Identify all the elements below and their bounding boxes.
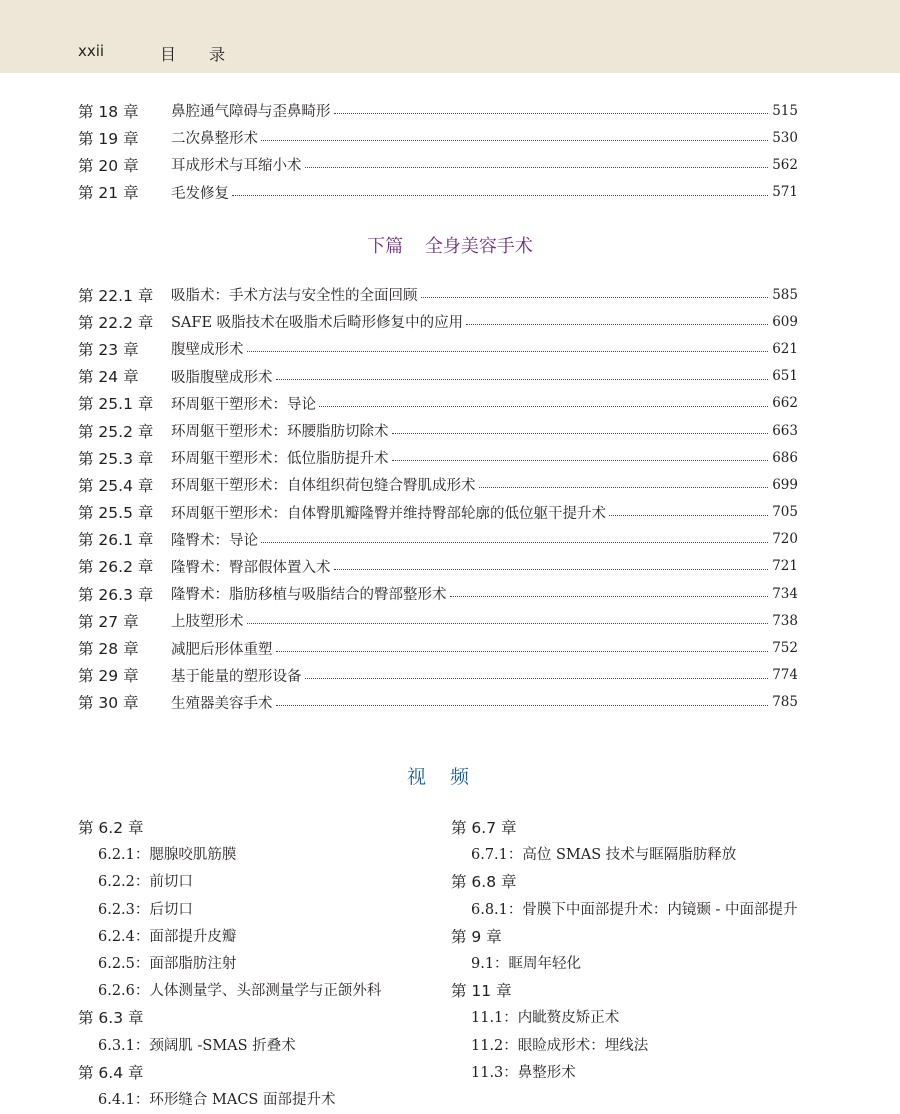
toc-chapter-number: 第 22.2 章 xyxy=(78,313,154,332)
video-item[interactable]: 6.2.3：后切口 xyxy=(98,901,193,918)
toc-entry[interactable] xyxy=(78,308,798,335)
toc-entry[interactable] xyxy=(78,662,798,689)
toc-chapter-title: 环周躯干塑形术：导论 xyxy=(171,396,316,413)
toc-leader-dots xyxy=(466,324,768,325)
video-item[interactable]: 6.4.1：环形缝合 MACS 面部提升术 xyxy=(98,1091,336,1108)
toc-chapter-title: 隆臀术：臀部假体置入术 xyxy=(171,559,331,576)
toc-page-number: 651 xyxy=(772,368,798,385)
toc-entry[interactable] xyxy=(78,689,798,716)
toc-leader-dots xyxy=(609,515,768,516)
toc-chapter-title: 隆臀术：导论 xyxy=(171,532,258,549)
toc-entry[interactable] xyxy=(78,179,798,206)
toc-leader-dots xyxy=(276,379,769,380)
toc-entry[interactable] xyxy=(78,363,798,390)
toc-chapter-title: 鼻腔通气障碍与歪鼻畸形 xyxy=(171,104,331,121)
toc-chapter-title: 吸脂术：手术方法与安全性的全面回顾 xyxy=(171,288,418,305)
toc-chapter-title: 减肥后形体重塑 xyxy=(171,641,273,658)
toc-chapter-number: 第 26.2 章 xyxy=(78,558,154,577)
part-heading xyxy=(0,232,900,258)
video-section-heading: 视频 xyxy=(406,766,493,788)
toc-leader-dots xyxy=(334,113,769,114)
toc-page-number: 530 xyxy=(772,129,798,146)
toc-chapter-title: 腹壁成形术 xyxy=(171,342,244,359)
toc-entry[interactable] xyxy=(78,607,798,634)
part-title: 全身美容手术 xyxy=(424,236,533,257)
toc-chapter-title: 隆臀术：脂肪移植与吸脂结合的臀部整形术 xyxy=(171,587,447,604)
toc-page-number: 752 xyxy=(772,640,798,657)
toc-entry[interactable] xyxy=(78,124,798,151)
toc-leader-dots xyxy=(319,406,768,407)
toc-chapter-number: 第 20 章 xyxy=(78,156,139,175)
video-chapter-heading: 第 6.7 章 xyxy=(451,819,517,837)
video-column-left xyxy=(78,815,418,1114)
toc-chapter-number: 第 30 章 xyxy=(78,694,139,713)
toc-page-number: 785 xyxy=(772,694,798,711)
toc-chapter-title: 环周躯干塑形术：低位脂肪提升术 xyxy=(171,451,389,468)
toc-entry[interactable] xyxy=(78,499,798,526)
toc-chapter-number: 第 26.3 章 xyxy=(78,585,154,604)
toc-chapter-number: 第 25.3 章 xyxy=(78,449,154,468)
toc-page-number: 609 xyxy=(772,313,798,330)
toc-page-number: 515 xyxy=(772,102,798,119)
toc-chapter-title: 二次鼻整形术 xyxy=(171,131,258,148)
video-item[interactable]: 6.3.1：颈阔肌 -SMAS 折叠术 xyxy=(98,1037,296,1054)
video-item[interactable]: 6.2.5：面部脂肪注射 xyxy=(98,956,237,972)
page-number: xxii xyxy=(78,42,105,60)
toc-chapter-number: 第 25.4 章 xyxy=(78,476,154,495)
toc-chapter-title: 上肢塑形术 xyxy=(171,614,244,631)
video-item[interactable]: 6.2.2：前切口 xyxy=(98,874,193,891)
toc-page-number: 774 xyxy=(772,667,798,684)
toc-page-number: 571 xyxy=(772,184,798,201)
toc-page-number: 663 xyxy=(772,422,798,439)
video-item[interactable]: 11.3：鼻整形术 xyxy=(471,1064,576,1081)
toc-leader-dots xyxy=(392,433,769,434)
toc-leader-dots xyxy=(421,297,769,298)
toc-chapter-number: 第 18 章 xyxy=(78,102,139,121)
toc-entry[interactable] xyxy=(78,390,798,417)
toc-chapter-number: 第 27 章 xyxy=(78,612,139,631)
toc-chapter-number: 第 29 章 xyxy=(78,667,139,686)
toc-chapter-title: 环周躯干塑形术：自体臀肌瓣隆臀并维持臀部轮廓的低位躯干提升术 xyxy=(171,505,606,522)
toc-chapter-title: 基于能量的塑形设备 xyxy=(171,668,302,685)
toc-leader-dots xyxy=(305,167,769,168)
toc-page-number: 585 xyxy=(772,286,798,303)
toc-chapter-number: 第 23 章 xyxy=(78,340,139,359)
toc-leader-dots xyxy=(392,460,769,461)
toc-entry[interactable] xyxy=(78,471,798,498)
video-item[interactable]: 6.7.1：高位 SMAS 技术与眶隔脂肪释放 xyxy=(471,847,737,864)
toc-chapter-number: 第 26.1 章 xyxy=(78,531,154,550)
header-title: 目 录 xyxy=(160,45,240,64)
toc-chapter-number: 第 25.2 章 xyxy=(78,422,154,441)
toc-chapter-number: 第 25.5 章 xyxy=(78,504,154,523)
video-chapter-heading: 第 6.2 章 xyxy=(78,819,144,837)
video-chapter-heading: 第 6.4 章 xyxy=(78,1063,144,1082)
toc-leader-dots xyxy=(334,569,769,570)
toc-page-number: 662 xyxy=(772,395,798,412)
toc-leader-dots xyxy=(276,705,769,706)
toc-entry[interactable] xyxy=(78,97,798,124)
toc-page-number: 686 xyxy=(772,449,798,466)
toc-page-number: 705 xyxy=(772,504,798,521)
video-item[interactable]: 6.2.6：人体测量学、头部测量学与正颌外科 xyxy=(98,983,382,1000)
toc-leader-dots xyxy=(479,487,769,488)
video-chapter-heading: 第 9 章 xyxy=(451,927,502,946)
toc-entry[interactable] xyxy=(78,580,798,607)
toc-chapter-number: 第 24 章 xyxy=(78,368,139,387)
video-chapter-heading: 第 6.8 章 xyxy=(451,873,517,892)
toc-page-number: 699 xyxy=(772,476,798,493)
toc-leader-dots xyxy=(276,651,769,652)
video-item[interactable]: 11.1：内眦赘皮矫正术 xyxy=(471,1010,620,1027)
toc-page-number: 734 xyxy=(772,585,798,602)
toc-chapter-title: 生殖器美容手术 xyxy=(171,695,273,712)
video-item[interactable]: 9.1：眶周年轻化 xyxy=(471,955,582,972)
toc-chapter-title: 耳成形术与耳缩小术 xyxy=(171,158,302,175)
toc-entry[interactable] xyxy=(78,281,798,308)
toc-chapter-number: 第 22.1 章 xyxy=(78,286,154,305)
toc-chapter-number: 第 28 章 xyxy=(78,640,139,659)
toc-entry[interactable] xyxy=(78,526,798,553)
page-header xyxy=(0,0,900,73)
video-chapter-heading: 第 11 章 xyxy=(451,982,512,1001)
toc-entry[interactable] xyxy=(78,417,798,444)
toc-chapter-title: 吸脂腹壁成形术 xyxy=(171,369,273,386)
toc-page-number: 621 xyxy=(772,340,798,357)
video-item[interactable]: 6.8.1：骨膜下中面部提升术：内镜颞 - 中面部提升 xyxy=(471,901,798,918)
toc-chapter-number: 第 21 章 xyxy=(78,184,139,203)
part-label: 下篇 xyxy=(367,236,404,257)
toc-entry[interactable] xyxy=(78,553,798,580)
toc-leader-dots xyxy=(450,596,769,597)
video-column-right xyxy=(451,815,798,1087)
toc-leader-dots xyxy=(247,351,769,352)
toc-page-number: 738 xyxy=(772,612,798,629)
toc-chapter-number: 第 25.1 章 xyxy=(78,395,154,414)
toc-leader-dots xyxy=(261,140,768,141)
toc-leader-dots xyxy=(232,195,768,196)
toc-page-number: 721 xyxy=(772,558,798,575)
toc-bottom-list xyxy=(78,281,798,716)
toc-leader-dots xyxy=(261,542,768,543)
video-item[interactable]: 11.2：眼睑成形术：埋线法 xyxy=(471,1037,649,1054)
toc-chapter-title: 环周躯干塑形术：环腰脂肪切除术 xyxy=(171,424,389,441)
video-item[interactable]: 6.2.4：面部提升皮瓣 xyxy=(98,928,237,945)
toc-chapter-title: SAFE 吸脂技术在吸脂术后畸形修复中的应用 xyxy=(171,315,464,332)
toc-page-number: 562 xyxy=(772,156,798,173)
toc-chapter-title: 毛发修复 xyxy=(171,185,229,202)
toc-entry[interactable] xyxy=(78,444,798,471)
toc-chapter-title: 环周躯干塑形术：自体组织荷包缝合臀肌成形术 xyxy=(171,478,476,495)
toc-entry[interactable] xyxy=(78,151,798,178)
toc-chapter-number: 第 19 章 xyxy=(78,129,139,148)
toc-leader-dots xyxy=(305,678,769,679)
toc-entry[interactable] xyxy=(78,335,798,362)
video-chapter-heading: 第 6.3 章 xyxy=(78,1009,144,1028)
toc-entry[interactable] xyxy=(78,634,798,661)
video-item[interactable]: 6.2.1：腮腺咬肌筋膜 xyxy=(98,847,237,864)
toc-top-list xyxy=(78,97,798,206)
toc-leader-dots xyxy=(247,623,769,624)
toc-page-number: 720 xyxy=(772,531,798,548)
